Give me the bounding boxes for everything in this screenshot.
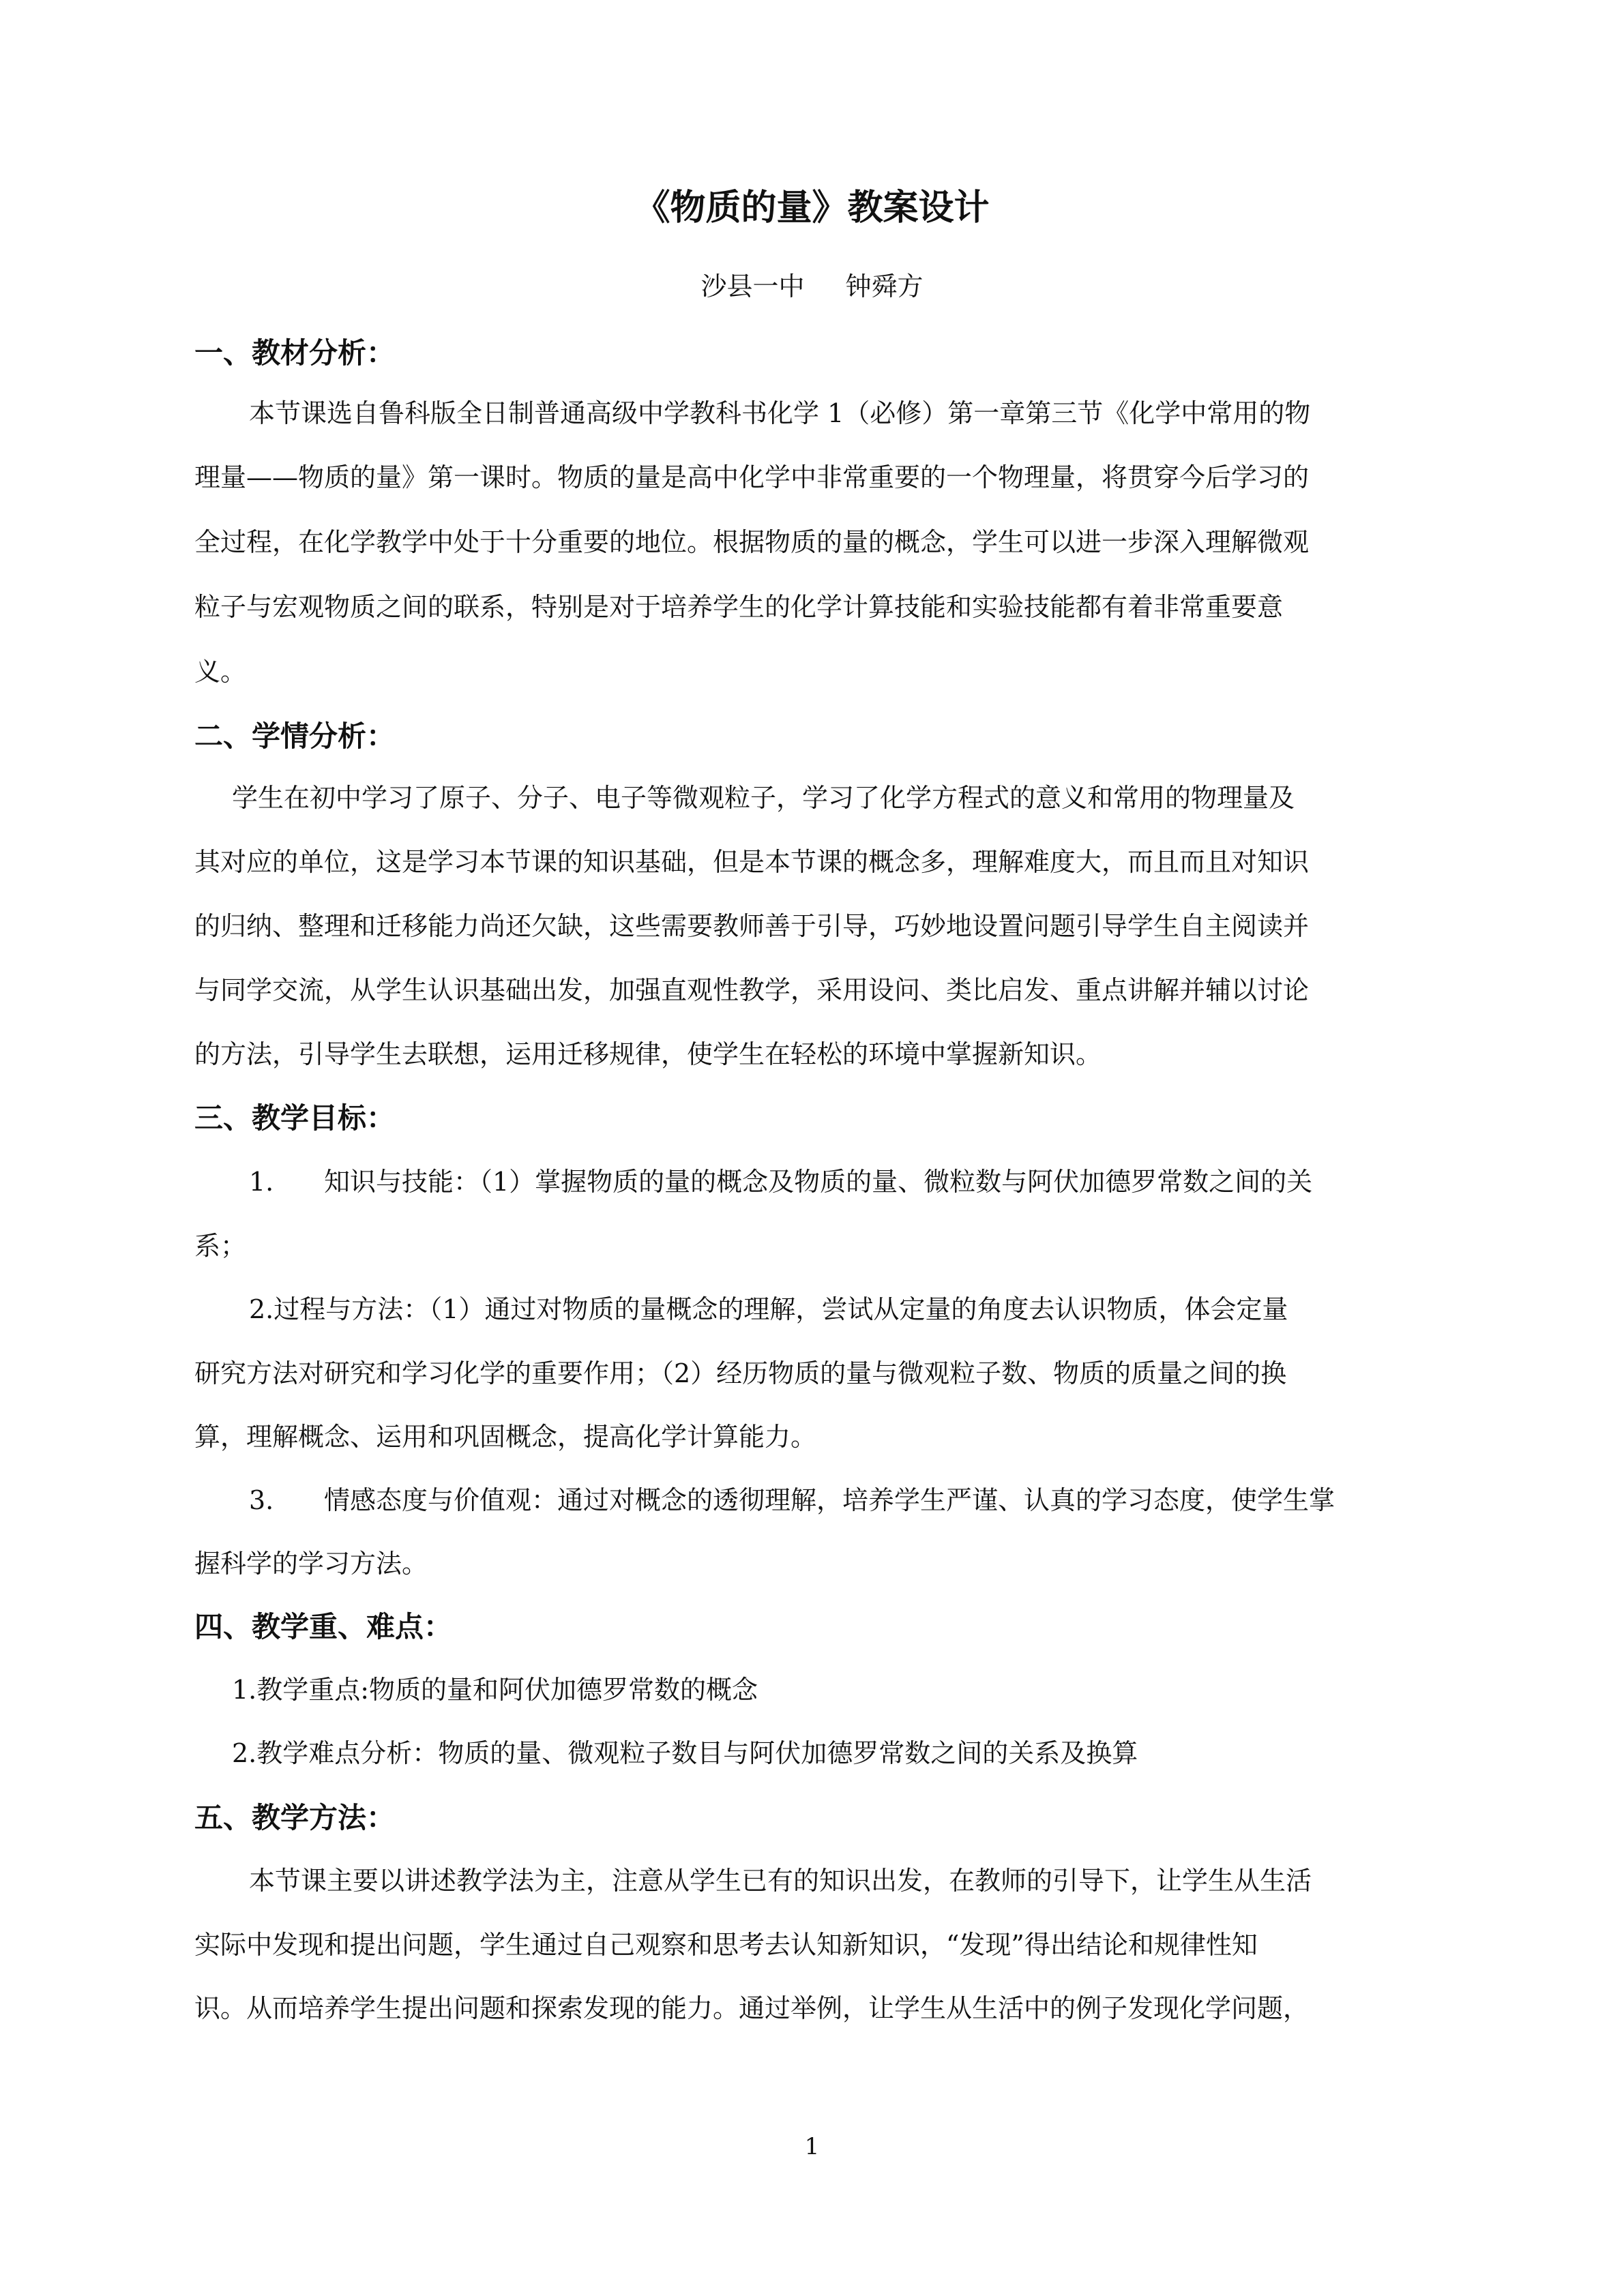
paragraph-line: 算，理解概念、运用和巩固概念，提高化学计算能力。 <box>194 1422 817 1452</box>
paragraph-line: 握科学的学习方法。 <box>194 1549 428 1579</box>
document-title: 《物质的量》教案设计 <box>634 188 990 228</box>
key-point-item: 1.教学重点:物质的量和阿伏加德罗常数的概念 <box>232 1675 758 1705</box>
objective-text: 情感态度与价值观：通过对概念的透彻理解，培养学生严谨、认真的学习态度，使学生掌 <box>324 1485 1335 1515</box>
paragraph-line: 的方法，引导学生去联想，运用迁移规律，使学生在轻松的环境中掌握新知识。 <box>194 1039 1102 1069</box>
paragraph-line: 研究方法对研究和学习化学的重要作用；（2）经历物质的量与微观粒子数、物质的质量之间的换 <box>194 1358 1287 1388</box>
page-number: 1 <box>804 2133 820 2160</box>
objective-number: 3. <box>249 1485 274 1515</box>
objective-text: 知识与技能：（1）掌握物质的量的概念及物质的量、微粒数与阿伏加德罗常数之间的关 <box>324 1167 1313 1197</box>
paragraph-line: 其对应的单位，这是学习本节课的知识基础，但是本节课的概念多，理解难度大，而且而且对知识 <box>194 847 1310 877</box>
objective-item-2: 2.过程与方法：（1）通过对物质的量概念的理解，尝试从定量的角度去认识物质，体会定量 <box>249 1294 1288 1324</box>
author-line <box>0 266 1624 307</box>
objective-item-1 <box>249 1161 1312 1202</box>
paragraph-line: 的归纳、整理和迁移能力尚还欠缺，这些需要教师善于引导，巧妙地设置问题引导学生自主阅读并 <box>194 911 1310 941</box>
section-heading-students: 二、学情分析： <box>194 719 396 753</box>
paragraph-line: 义。 <box>194 657 247 687</box>
paragraph-line: 系； <box>194 1231 247 1261</box>
section-heading-objectives: 三、教学目标： <box>194 1101 396 1135</box>
paragraph-line: 识。从而培养学生提出问题和探索发现的能力。通过举例，让学生从生活中的例子发现化学问题， <box>194 1993 1310 2023</box>
paragraph-line: 理量——物质的量》第一课时。物质的量是高中化学中非常重要的一个物理量，将贯穿今后学习的 <box>194 462 1310 492</box>
objective-item-3 <box>249 1480 1335 1521</box>
paragraph-line: 全过程，在化学教学中处于十分重要的地位。根据物质的量的概念，学生可以进一步深入理解微观 <box>194 527 1310 557</box>
author-name: 钟舜方 <box>845 271 924 301</box>
paragraph-line: 与同学交流，从学生认识基础出发，加强直观性教学，采用设问、类比启发、重点讲解并辅以讨论 <box>194 975 1310 1005</box>
difficulty-item: 2.教学难点分析：物质的量、微观粒子数目与阿伏加德罗常数之间的关系及换算 <box>232 1738 1138 1768</box>
objective-number: 1. <box>249 1167 274 1197</box>
author-school: 沙县一中 <box>700 271 805 301</box>
paragraph-line: 本节课主要以讲述教学法为主，注意从学生已有的知识出发，在教师的引导下，让学生从生活 <box>249 1866 1312 1896</box>
section-heading-methods: 五、教学方法： <box>194 1801 396 1834</box>
paragraph-line: 学生在初中学习了原子、分子、电子等微观粒子，学习了化学方程式的意义和常用的物理量及 <box>232 783 1295 813</box>
paragraph-line: 实际中发现和提出问题，学生通过自己观察和思考去认知新知识，“发现”得出结论和规律性知 <box>194 1930 1258 1960</box>
paragraph-line: 粒子与宏观物质之间的联系，特别是对于培养学生的化学计算技能和实验技能都有着非常重要意 <box>194 592 1284 622</box>
section-heading-key-points: 四、教学重、难点： <box>194 1610 453 1643</box>
paragraph-line: 本节课选自鲁科版全日制普通高级中学教科书化学 1（必修）第一章第三节《化学中常用的物 <box>249 398 1311 428</box>
section-heading-materials: 一、教材分析： <box>194 336 396 370</box>
